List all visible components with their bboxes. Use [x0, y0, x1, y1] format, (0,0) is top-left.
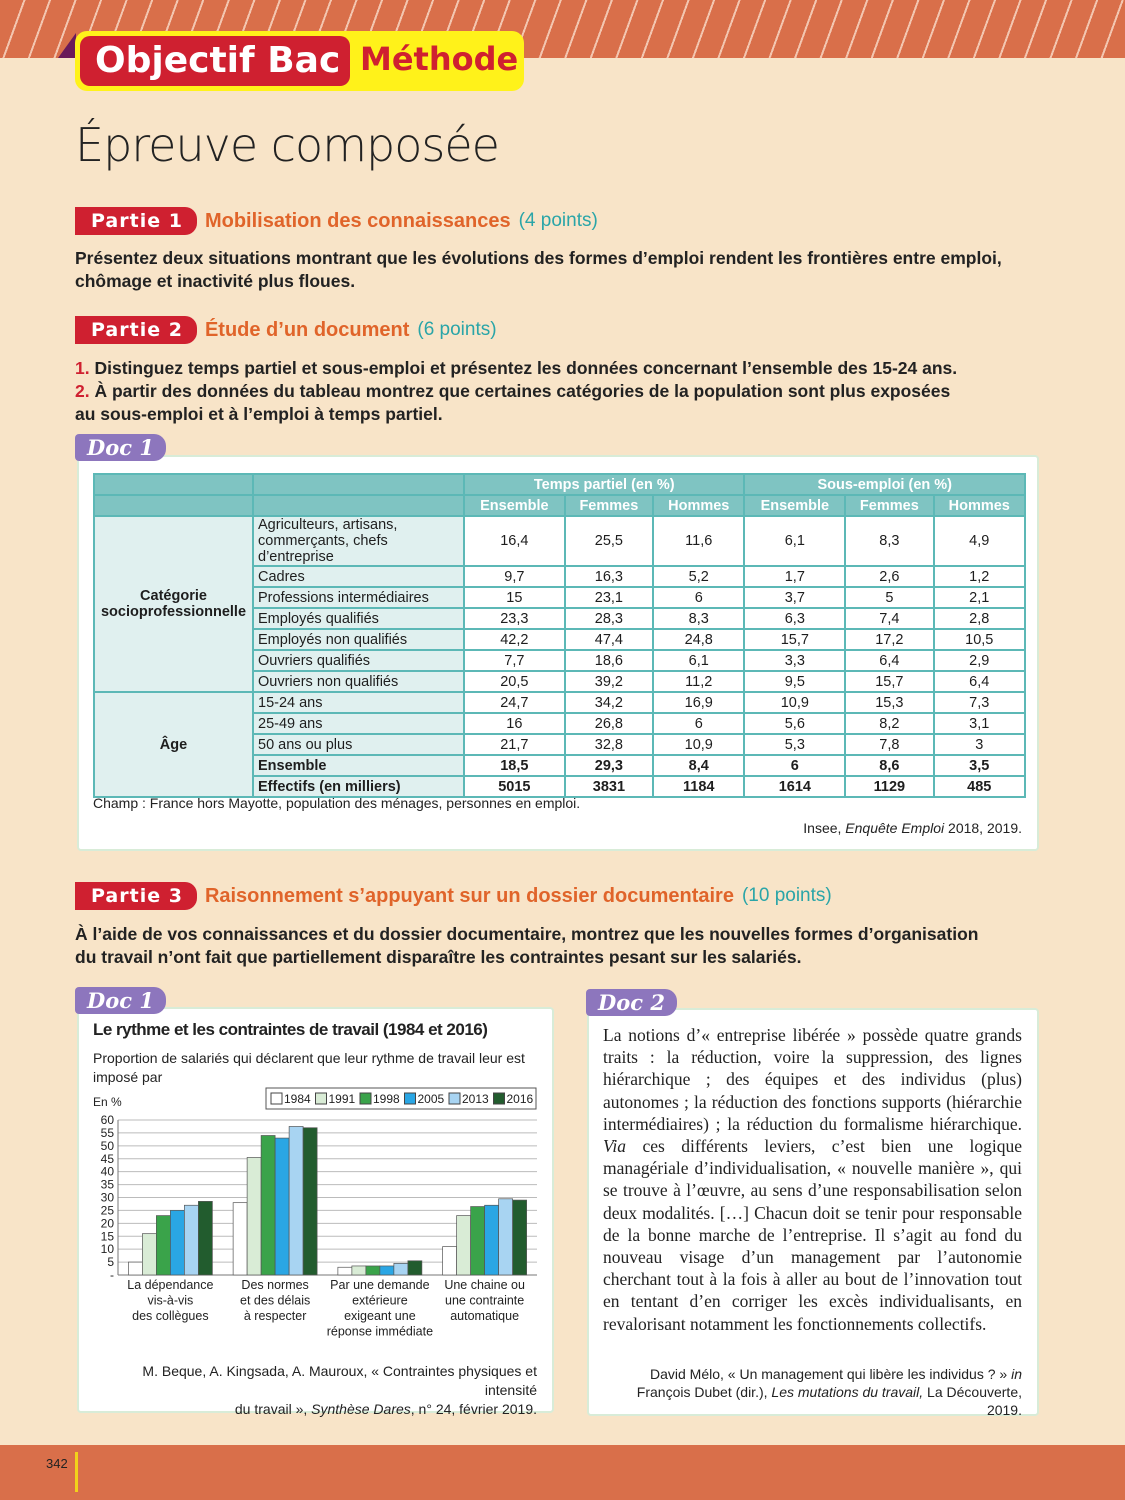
table-cell: 4,9 — [934, 516, 1025, 566]
bar-2005 — [380, 1266, 394, 1275]
partie2-questions — [75, 357, 965, 426]
table-cell: 16,3 — [565, 566, 653, 587]
table-champ: Champ : France hors Mayotte, population des ménages, personnes en emploi. — [93, 795, 581, 811]
row-label: Employés non qualifiés — [253, 629, 464, 650]
x-tick-label: une contrainte — [445, 1293, 525, 1308]
bar-1998 — [261, 1136, 275, 1276]
page-number: 342 — [46, 1456, 68, 1471]
table-cell: 8,2 — [845, 713, 933, 734]
table-cell: 1129 — [845, 776, 933, 797]
badge-sub: Méthode — [360, 40, 519, 78]
group-header: Temps partiel (en %) — [464, 474, 744, 495]
x-tick-label: Par une demande — [330, 1278, 430, 1292]
bar-1991 — [457, 1216, 471, 1275]
table-cell: 9,7 — [464, 566, 565, 587]
bar-1984 — [443, 1247, 457, 1275]
bar-2005 — [275, 1138, 289, 1275]
row-label: Employés qualifiés — [253, 608, 464, 629]
row-group-label: Âge — [94, 692, 253, 797]
chart-subtitle: Proportion de salariés qui déclarent que leur rythme de travail leur est imposé par — [93, 1050, 525, 1085]
badge-main: Objectif Bac — [80, 36, 350, 86]
x-tick-label: à respecter — [243, 1309, 307, 1323]
table-cell: 18,5 — [464, 755, 565, 776]
question-1: Distinguez temps partiel et sous-emploi et présentez les données concernant l’ensemble des 15-24 ans. — [94, 358, 958, 378]
decor-triangle — [58, 33, 76, 58]
data-table — [93, 473, 1026, 798]
legend-label: 1998 — [373, 1092, 400, 1106]
legend-swatch — [449, 1093, 460, 1104]
footer-band — [0, 1445, 1125, 1500]
partie-points: (4 points) — [518, 210, 598, 231]
partie-tag: Partie 3 — [75, 882, 197, 910]
table-cell: 6 — [744, 755, 845, 776]
table-cell: 18,6 — [565, 650, 653, 671]
table-cell: 8,3 — [845, 516, 933, 566]
y-tick-label: 45 — [100, 1151, 114, 1166]
legend-swatch — [494, 1093, 505, 1104]
legend-swatch — [271, 1093, 282, 1104]
legend-label: 2013 — [462, 1092, 489, 1106]
bar-chart — [85, 1085, 545, 1345]
table-cell: 7,3 — [934, 692, 1025, 713]
table-cell: 6,1 — [653, 650, 744, 671]
table-cell: 23,3 — [464, 608, 565, 629]
table-cell: 3,5 — [934, 755, 1025, 776]
row-label: 25-49 ans — [253, 713, 464, 734]
row-label: 15-24 ans — [253, 692, 464, 713]
legend-label: 2016 — [506, 1092, 534, 1106]
table-cell: 32,8 — [565, 734, 653, 755]
partie-title: Étude d’un document — [204, 318, 410, 341]
bar-2013 — [289, 1126, 303, 1275]
bar-2013 — [499, 1199, 513, 1275]
table-source: Insee, Enquête Emploi 2018, 2019. — [803, 820, 1022, 836]
group-header: Sous-emploi (en %) — [744, 474, 1025, 495]
y-tick-label: 55 — [100, 1125, 114, 1140]
doc-tag: Doc 2 — [586, 989, 677, 1016]
bar-1984 — [233, 1203, 247, 1275]
doc2-text: La notions d’« entreprise libérée » possède quatre grands traits : la réduction, voire la suppression, des lignes hiérarchique ; des équipes et des individus (plus) autonomes ; la réduction des fonctions supports (hiérarchie intermédiaires) ; la réduction du formalisme hiérarchique. Via ces différents leviers, c’est bien une logique managériale d’individualisation, « nouvelle manière », qui se trouve à l’œuvre, au sens d’une responsabilisation selon deux modalités. […] Chacun doit se tenir pour responsable de la bonne marche de l’entreprise. Il s’agit au fond du nouveau visage d’un management par l’autonomie cherchant tout à la fois à aller au bout de l’innovation tout en tentant d’en corriger les excès individualisants, en revalorisant notamment les fonctionnements collectifs. — [603, 1025, 1022, 1334]
page-marker — [75, 1452, 78, 1492]
table-cell: 5,6 — [744, 713, 845, 734]
table-cell: 23,1 — [565, 587, 653, 608]
x-tick-label: Des normes — [241, 1278, 309, 1292]
bar-2016 — [513, 1200, 527, 1275]
row-label: Professions intermédiaires — [253, 587, 464, 608]
x-tick-label: exigeant une — [344, 1309, 416, 1323]
table-cell: 8,4 — [653, 755, 744, 776]
table-cell: 3,1 — [934, 713, 1025, 734]
table-cell: 15 — [464, 587, 565, 608]
table-cell: 5,2 — [653, 566, 744, 587]
bar-1991 — [352, 1266, 366, 1275]
table-cell: 28,3 — [565, 608, 653, 629]
table-cell: 1184 — [653, 776, 744, 797]
partie-tag: Partie 1 — [75, 207, 197, 235]
y-tick-label: - — [110, 1268, 114, 1282]
y-tick-label: 10 — [100, 1242, 114, 1257]
table-cell: 20,5 — [464, 671, 565, 692]
chart-source: M. Beque, A. Kingsada, A. Mauroux, « Contraintes physiques et intensité du travail », Synthèse Dares, n° 24, février 2019. — [142, 1363, 537, 1417]
bar-2016 — [198, 1201, 212, 1275]
legend-label: 1984 — [284, 1092, 311, 1106]
partie3-text: À l’aide de vos connaissances et du dossier documentaire, montrez que les nouvelles formes d’organisation du travail n’ont fait que partiellement disparaître les contraintes pesant sur les salariés. — [75, 924, 979, 967]
bar-1998 — [366, 1266, 380, 1275]
row-label: 50 ans ou plus — [253, 734, 464, 755]
bar-1998 — [471, 1207, 485, 1275]
row-label: Effectifs (en milliers) — [253, 776, 464, 797]
row-label: Ensemble — [253, 755, 464, 776]
bar-2016 — [303, 1128, 317, 1275]
table-cell: 2,6 — [845, 566, 933, 587]
y-tick-label: 25 — [100, 1203, 114, 1218]
table-cell: 6 — [653, 713, 744, 734]
table-cell: 16,9 — [653, 692, 744, 713]
question-2: À partir des données du tableau montrez que certaines catégories de la population sont plus exposées au sous-emploi et à l’emploi à temps partiel. — [75, 381, 951, 424]
table-cell: 47,4 — [565, 629, 653, 650]
table-cell: 16,4 — [464, 516, 565, 566]
bar-2016 — [408, 1261, 422, 1275]
x-tick-label: des collègues — [132, 1309, 209, 1323]
y-tick-label: 35 — [100, 1177, 114, 1192]
table-cell: 6 — [653, 587, 744, 608]
bar-1991 — [247, 1157, 261, 1275]
table-cell: 3 — [934, 734, 1025, 755]
table-cell: 10,5 — [934, 629, 1025, 650]
table-cell: 1,2 — [934, 566, 1025, 587]
table-cell: 3,3 — [744, 650, 845, 671]
table-cell: 3831 — [565, 776, 653, 797]
table-cell: 10,9 — [744, 692, 845, 713]
bar-2013 — [184, 1205, 198, 1275]
legend-label: 1991 — [328, 1092, 356, 1106]
column-header: Hommes — [653, 495, 744, 516]
partie1-text: Présentez deux situations montrant que les évolutions des formes d’emploi rendent les frontières entre emploi, chômage et inactivité plus floues. — [75, 248, 1002, 291]
legend-label: 2005 — [417, 1092, 445, 1106]
table-cell: 8,6 — [845, 755, 933, 776]
table-cell: 25,5 — [565, 516, 653, 566]
table-cell: 7,8 — [845, 734, 933, 755]
doc-tag: Doc 1 — [75, 434, 166, 461]
x-tick-label: vis-à-vis — [147, 1293, 194, 1308]
table-cell: 7,4 — [845, 608, 933, 629]
x-tick-label: et des délais — [240, 1293, 311, 1308]
y-tick-label: 30 — [100, 1190, 114, 1205]
bar-1998 — [156, 1216, 170, 1275]
bar-1991 — [142, 1234, 156, 1275]
y-tick-label: 15 — [100, 1229, 114, 1244]
x-tick-label: automatique — [450, 1309, 520, 1323]
table-cell: 2,9 — [934, 650, 1025, 671]
row-label: Cadres — [253, 566, 464, 587]
column-header: Femmes — [565, 495, 653, 516]
table-cell: 11,6 — [653, 516, 744, 566]
row-label: Ouvriers non qualifiés — [253, 671, 464, 692]
table-cell: 11,2 — [653, 671, 744, 692]
x-tick-label: extérieure — [352, 1293, 408, 1308]
table-cell: 5015 — [464, 776, 565, 797]
table-cell: 21,7 — [464, 734, 565, 755]
table-cell: 17,2 — [845, 629, 933, 650]
column-header: Femmes — [845, 495, 933, 516]
row-label: Agriculteurs, artisans, commerçants, chefs d’entreprise — [253, 516, 464, 566]
bar-2005 — [170, 1210, 184, 1275]
table-cell: 6,4 — [934, 671, 1025, 692]
y-tick-label: 60 — [100, 1113, 114, 1127]
table-cell: 6,3 — [744, 608, 845, 629]
y-tick-label: 5 — [107, 1255, 114, 1270]
x-tick-label: réponse immédiate — [326, 1324, 434, 1339]
table-cell: 7,7 — [464, 650, 565, 671]
table-cell: 9,5 — [744, 671, 845, 692]
table-cell: 24,7 — [464, 692, 565, 713]
row-group-label: Catégorie socioprofessionnelle — [94, 516, 253, 692]
partie1-heading — [75, 207, 598, 235]
table-cell: 6,1 — [744, 516, 845, 566]
legend-swatch — [405, 1093, 416, 1104]
x-tick-label: La dépendance — [127, 1278, 214, 1292]
table-cell: 42,2 — [464, 629, 565, 650]
partie-points: (10 points) — [741, 885, 832, 906]
partie-tag: Partie 2 — [75, 316, 197, 344]
bar-2005 — [485, 1205, 499, 1275]
q-num: 2. — [75, 381, 90, 401]
bar-2013 — [394, 1263, 408, 1275]
table-cell: 1614 — [744, 776, 845, 797]
column-header: Hommes — [934, 495, 1025, 516]
legend-swatch — [360, 1093, 371, 1104]
table-cell: 15,7 — [744, 629, 845, 650]
x-tick-label: Une chaine ou — [444, 1278, 525, 1292]
table-cell: 15,3 — [845, 692, 933, 713]
table-cell: 29,3 — [565, 755, 653, 776]
table-cell: 2,1 — [934, 587, 1025, 608]
table-cell: 6,4 — [845, 650, 933, 671]
table-cell: 26,8 — [565, 713, 653, 734]
table-cell: 1,7 — [744, 566, 845, 587]
legend-swatch — [316, 1093, 327, 1104]
column-header: Ensemble — [744, 495, 845, 516]
q-num: 1. — [75, 358, 90, 378]
table-cell: 5 — [845, 587, 933, 608]
chart-title: Le rythme et les contraintes de travail (1984 et 2016) — [93, 1020, 488, 1039]
table-cell: 16 — [464, 713, 565, 734]
table-cell: 24,8 — [653, 629, 744, 650]
doc-tag: Doc 1 — [75, 987, 166, 1014]
column-header: Ensemble — [464, 495, 565, 516]
bar-1984 — [128, 1262, 142, 1275]
partie-title: Raisonnement s’appuyant sur un dossier documentaire — [204, 884, 734, 907]
row-label: Ouvriers qualifiés — [253, 650, 464, 671]
table-cell: 5,3 — [744, 734, 845, 755]
table-row — [94, 692, 1025, 713]
partie2-heading — [75, 316, 497, 344]
objectif-bac-badge — [75, 31, 524, 91]
table-cell: 39,2 — [565, 671, 653, 692]
partie-points: (6 points) — [417, 319, 497, 340]
table-cell: 2,8 — [934, 608, 1025, 629]
partie-title: Mobilisation des connaissances — [204, 209, 511, 232]
y-tick-label: 20 — [100, 1216, 114, 1231]
table-cell: 485 — [934, 776, 1025, 797]
y-tick-label: 50 — [100, 1138, 114, 1153]
doc2-source: David Mélo, « Un management qui libère les individus ? » in François Dubet (dir.), Les mutations du travail, La Découverte, 2019. — [636, 1366, 1022, 1418]
table-cell: 34,2 — [565, 692, 653, 713]
y-tick-label: 40 — [100, 1164, 114, 1179]
table-cell: 10,9 — [653, 734, 744, 755]
partie3-heading — [75, 882, 832, 910]
bar-1984 — [338, 1267, 352, 1275]
table-row — [94, 516, 1025, 566]
y-axis-label: En % — [93, 1095, 122, 1109]
table-cell: 15,7 — [845, 671, 933, 692]
table-cell: 3,7 — [744, 587, 845, 608]
page-title: Épreuve composée — [75, 118, 499, 172]
table-cell: 8,3 — [653, 608, 744, 629]
